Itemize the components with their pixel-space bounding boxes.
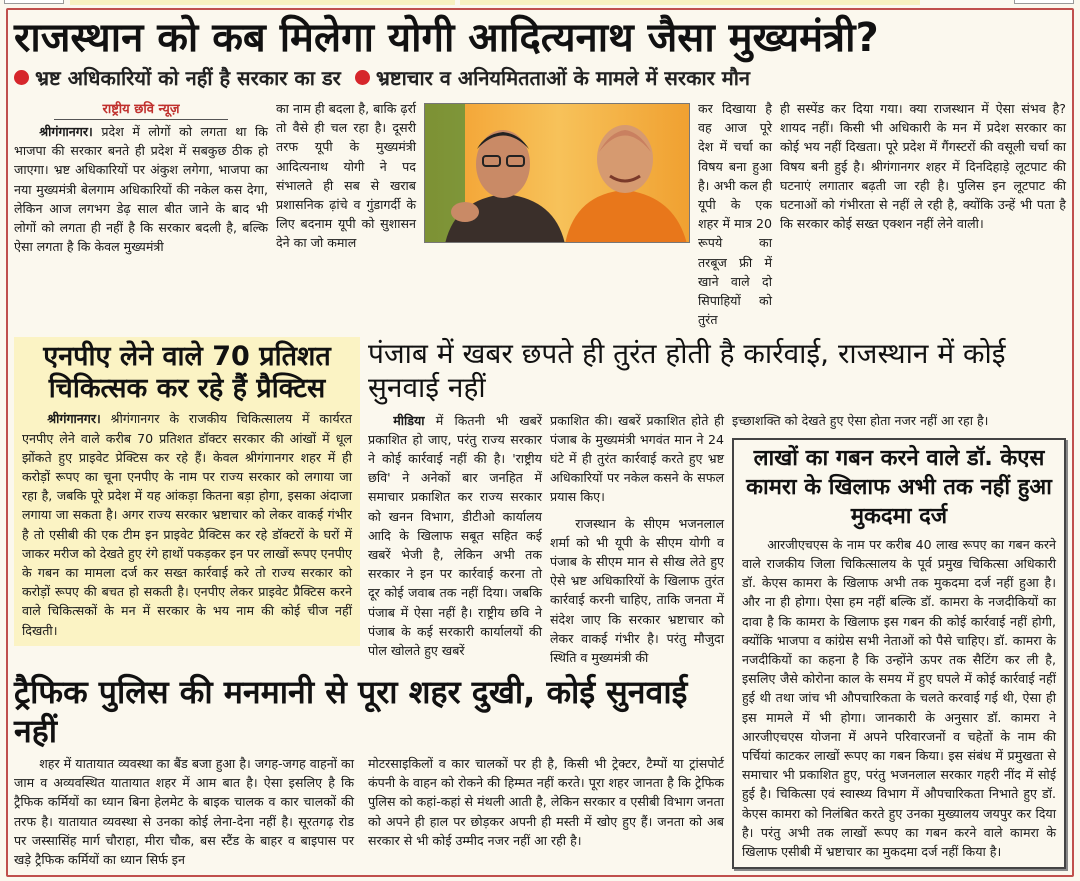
- traffic-col-2: मोटरसाइकिलों व कार चालकों पर ही है, किसी भी ट्रेक्टर, टैम्पों या ट्रांसपोर्ट कंपनी के वाहन को रोकने की हिम्मत नहीं करते। पूरा शहर जानता है कि ट्रेफिक पुलिस को कहां-कहां से मंथली आती है, लेकिन सरकार व एसीबी विभाग जनता को अपने ही हाल पर छोड़कर अपनी ही मस्ती में खोए हुए हैं। जनता को अब सरकार से भी कोई उम्मीद नजर नहीं आ रही है।: [368, 756, 724, 848]
- kamra-headline: लाखों का गबन करने वाले डॉ. केएस कामरा के खिलाफ अभी तक नहीं हुआ मुकदमा दर्ज: [746, 445, 1052, 529]
- photo-chief-ministers: [424, 103, 690, 243]
- npa-body-text: श्रीगंगानगर के राजकीय चिकित्सालय में कार्यरत एनपीए लेने वाले करीब 70 प्रतिशत डॉक्टर सरकार की आंखों में धूल झोंकते हुए प्राइवेट प्रेक्टिस कर रहे हैं। केवल श्रीगंगानगर शहर में ही करोड़ों रूपए का चूना एनपीए के नाम पर राज्य सरकार को लगाया जा रहा है, जबकि पूरे प्रदेश में यह आंकड़ा कितना बड़ा होगा, इसका अंदाजा लगाया जा सकता है। अगर राज्य सरकार भ्रष्टाचार को लेकर वाकई गंभीर है तो एसीबी की एक टीम इन प्राइवेट प्रैक्टिस कर रहे डॉक्टरों के घरों में जाकर मरीज को देखते हुए रंगे हाथों पकड़कर इन पर लाखों रूपए एनपीए के गबन का मामला दर्ज कर सख्त कार्रवाई करे तो राज्य सरकार को करोड़ों रूपए की बचत हो सकती है। एनपीए लेकर प्राइवेट प्रैक्टिस करने वाले चिकित्सकों के मन में सरकार के भय नाम की कोई चीज नहीं दिखती।: [22, 411, 352, 638]
- page-frame: [6, 8, 1074, 877]
- lead-col-4: ही सस्पेंड कर दिया गया। क्या राजस्थान में ऐसा संभव है? शायद नहीं। किसी भी अधिकारी के मन में प्रदेश सरकार का कोई भय नहीं दिखता। पूरे प्रदेश में गैंगस्टरों की वसूली चर्चा का विषय बनी हुई है। श्रीगंगानगर शहर में दिनदिहाड़े लूटपाट की घटनाएं लगातार बढ़ती जा रही है। पुलिस इन लूटपाट की घटनाओं को गंभीरता से नहीं ले रही है, क्योंकि उन्हें भी पता है कि सरकार कोई सख्त एक्शन नहीं लेने वाली।: [780, 101, 1066, 232]
- byline: राष्ट्रीय छवि न्यूज़: [54, 99, 228, 120]
- top-strip: [0, 0, 1080, 6]
- subline-1: भ्रष्ट अधिकारियों को नहीं है सरकार का डर: [35, 66, 341, 90]
- right-column: [732, 411, 1066, 870]
- punjab-col-2-p2: राजस्थान के सीएम भजनलाल शर्मा को भी यूपी के सीएम योगी व पंजाब के सीएम मान से सीख लेते हुए ऐसे भ्रष्ट अधिकारियों के खिलाफ तुरंत कार्रवाई करनी चाहिए, ताकि जनता में संदेश जाए कि सरकार भ्रष्टाचार को लेकर वाकई गंभीर है। परंतु मौजुदा स्थिति व मुख्यमंत्री की: [550, 515, 724, 666]
- dateline: श्रीगंगानगर।: [39, 124, 93, 139]
- punjab-columns: [368, 411, 724, 668]
- punjab-col-1: [368, 411, 542, 668]
- sub-headlines: [14, 64, 1066, 91]
- traffic-article: [14, 673, 724, 869]
- bullet-icon: [355, 70, 370, 85]
- npa-article-box: [14, 337, 360, 645]
- lead-word: मीडिया: [393, 412, 425, 428]
- subline-2: भ्रष्टाचार व अनियमितताओं के मामले में सरकार मौन: [375, 66, 751, 90]
- lead-col-1: [14, 122, 268, 256]
- bullet-icon: [14, 70, 29, 85]
- kamra-article-box: [732, 438, 1066, 869]
- main-headline: राजस्थान को कब मिलेगा योगी आदित्यनाथ जैसा मुख्यमंत्री?: [14, 15, 879, 61]
- traffic-columns: [14, 754, 724, 869]
- middle-section: [14, 337, 1066, 869]
- lead-col-2: का नाम ही बदला है, बाकि ढ़र्रा तो वैसे ही चल रहा है। दूसरी तरफ यूपी के मुख्यमंत्री आदित्यनाथ योगी ने पद संभालते ही सब से खराब प्रशासनिक ढ़ांचे व गुंडागर्दी के लिए बदनाम यूपी को सुशासन देने का जो कमाल: [276, 101, 416, 251]
- punjab-col-2: [550, 411, 724, 668]
- npa-headline: एनपीए लेने वाले 70 प्रतिशत चिकित्सक कर रहे हैं प्रैक्टिस: [43, 341, 331, 405]
- lead-col-1-wrap: [14, 99, 268, 256]
- lead-article: [14, 99, 1066, 329]
- punjab-headline: पंजाब में खबर छपते ही तुरंत होती है कार्रवाई, राजस्थान में कोई सुनवाई नहीं: [368, 337, 1006, 405]
- traffic-headline: ट्रैफिक पुलिस की मनमानी से पूरा शहर दुखी, कोई सुनवाई नहीं: [14, 673, 688, 750]
- traffic-col-1: शहर में यातायात व्यवस्था का बैंड बजा हुआ है। जगह-जगह वाहनों का जाम व अव्यवस्थित यातायात शहर में आम बात है। ऐसा इसलिए है कि ट्रैफिक कर्मियों का ध्यान बिना हेलमेट के बाइक चालक व कार चालकों की तरफ है। यातायात व्यवस्था से उनका कोई लेना-देना नहीं है। सूरतगढ़ रोड पर जस्सासिंह मार्ग चौराहा, मीरा चौक, बस स्टैंड के बाहर व बाइपास पर खड़े ट्रैफिक कर्मियों का ध्यान सिर्फ इन: [14, 756, 354, 868]
- dateline: श्रीगंगानगर।: [47, 411, 101, 427]
- punjab-col-2-p1: प्रकाशित की। खबरें प्रकाशित होते ही पंजाब के मुख्यमंत्री भगवंत मान ने 24 घंटे में ही तुरंत कार्रवाई करते हुए भ्रष्ट अधिकारियों पर नकेल कसने के सफल प्रयास किए।: [550, 412, 724, 505]
- lead-col-1-text: प्रदेश में लोगों को लगता था कि भाजपा की सरकार बनते ही प्रदेश में सबकुछ ठीक हो जाएगा। भ्रष्ट अधिकारियों पर अंकुश लगेगा, भाजपा का नया मुख्यमंत्री बेलगाम अधिकारियों की नकेल कस देगा, लेकिन आज लगभग डेढ़ साल बीत जाने के बाद भी लोगों को लगता ही नहीं है कि सरकार बदली है, बल्कि ऐसा लगता है कि केवल मुख्यमंत्री: [14, 124, 268, 255]
- punjab-col-1-text: में कितनी भी खबरें प्रकाशित हो जाए, परंतु राज्य सरकार ने कोई कार्रवाई नहीं की है। 'राष्ट्रीय छवि' ने अनेकों बार जनहित में समाचार प्रकाशित कर राज्य सरकार को खनन विभाग, डीटीओ कार्यालय आदि के खिलाफ सबूत सहित कई खबरें भेजी है, लेकिन अभी तक सरकार ने इन पर कार्रवाई करना तो दूर कोई जवाब तक नहीं दिया। जबकि पंजाब में ऐसा नहीं है। राष्ट्रीय छवि ने पंजाब के कई सरकारी कार्यालयों की पोल खोलते हुए खबरें: [368, 412, 542, 659]
- kamra-body: आरजीएचएस के नाम पर करीब 40 लाख रूपए का गबन करने वाले राजकीय जिला चिकित्सालय के पूर्व प्रमुख चिकित्सा अधिकारी डॉ. केएस कामरा के खिलाफ अभी तक मुकदमा दर्ज नहीं हुआ है। और ना ही होगा। ऐसा हम नहीं बल्कि डॉ. कामरा के नजदीकियों का दावा है कि कामरा के खिलाफ इस गबन की कोई कार्रवाई नहीं होगी, क्योंकि भाजपा व कांग्रेस सभी नेताओं को पैसे चाहिए। डॉ. कामरा के नजदीकियों का कहना है कि उन्होंने ऊपर तक सैटिंग कर ली है, इसलिए जैसे कोरोना काल के समय में हुए घपले में कोई कार्रवाई नहीं हुई थी तथा जांच भी औपचारिकता के चलते करवाई गई थी, ऐसा ही इस मामले में भी होगा। जानकारी के अनुसार डॉ. कामरा ने आरजीएचएस योजना में अपने परिवारजनों व चहेतों के नाम की पर्चियां काटकर लाखों रूपए का गबन किया। इस संबंध में प्रमुखता से समाचार भी प्रकाशित हुए, परंतु भजनलाल सरकार गहरी नींद में सोई हुई है। चिकित्सा एवं स्वास्थ्य विभाग में औपचारिकता निभाते हुए डॉ. केएस कामरा को निलंबित करते हुए उनका मुख्यालय जयपुर कर दिया है। परंतु अभी तक लाखों रूपए का गबन करने वाले कामरा के खिलाफ एसीबी में भ्रष्टाचार का मुकदमा दर्ज नहीं किया है।: [742, 536, 1056, 860]
- npa-body: [22, 409, 352, 639]
- punjab-col-3: इच्छाशक्ति को देखते हुए ऐसा होता नजर नहीं आ रहा है।: [732, 412, 989, 428]
- lead-col-3: कर दिखाया है वह आज पूरे देश में चर्चा का विषय बना हुआ है। अभी कल ही यूपी के एक शहर में मात्र 20 रूपये का तरबूज फ्री में खाने वाले दो सिपाहियों को तुरंत: [698, 101, 772, 328]
